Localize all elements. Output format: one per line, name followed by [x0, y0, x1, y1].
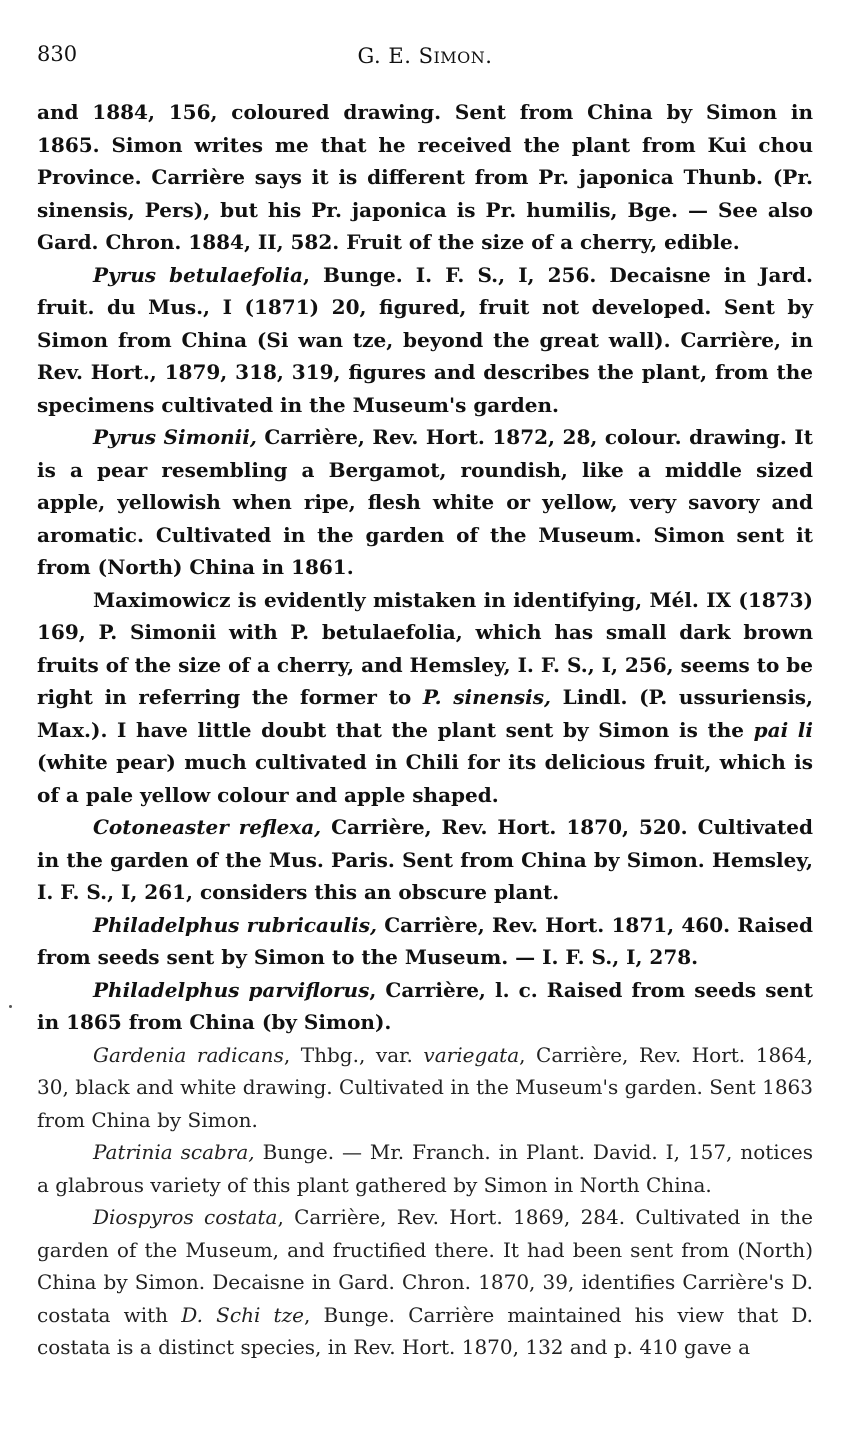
variety-name: variegata [423, 1042, 520, 1067]
paragraph-text: , Bunge. I. F. S., I, 256. Decaisne in Jard. fruit. du Mus., I (1871) 20, figured, fruit not developed. Sent by Simon from China (Si wan tze, beyond the great wall). Carrière, in Rev. Hort., 1879, 318, 319, figures and describes the plant, from the specimens cultivated in the Museum's garden. [37, 262, 813, 417]
page-header [37, 42, 813, 72]
paragraph-diospyros-costata [37, 1201, 813, 1364]
paragraph-text: , Carrière, Rev. Hort. 1864, 30, black and white drawing. Cultivated in the Museum's garden. Sent 1863 from China by Simon. [37, 1042, 813, 1132]
paragraph-prunus-continuation [37, 96, 813, 259]
paragraph-philadelphus-rubricaulis [37, 909, 813, 974]
species-name: Pyrus Simonii, [93, 425, 257, 449]
paragraph-text: Carrière, Rev. Hort. 1871, 460. Raised from seeds sent by Simon to the Museum. — I. F. S., I, 278. [37, 912, 813, 969]
paragraph-text: , Thbg., var. [283, 1042, 424, 1067]
paragraph-text: and 1884, 156, coloured drawing. Sent from China by Simon in 1865. Simon writes me that he received the plant from Kui chou Province. Carrière says it is different from Pr. japonica Thunb. (Pr. sinensis, Pers), but his Pr. japonica is Pr. humilis, Bge. — See also Gard. Chron. 1884, II, 582. Fruit of the size of a cherry, edible. [37, 100, 813, 254]
paragraph-text: , Carrière, l. c. Raised from seeds sent in 1865 from China (by Simon). [37, 977, 813, 1034]
running-head-author: G. E. S [357, 44, 434, 68]
species-name: Diospyros costata [93, 1205, 278, 1229]
paragraph-text: Lindl. (P. ussuriensis, Max.). I have little doubt that the plant sent by Simon is the [37, 685, 814, 742]
page-number: 830 [37, 42, 78, 66]
paragraph-pyrus-simonii [37, 421, 813, 584]
running-head-smallcaps: IMON [433, 48, 486, 67]
running-head-period: . [485, 44, 493, 68]
margin-mark [9, 1005, 12, 1008]
body-text [37, 96, 813, 1364]
species-name: Gardenia radicans [93, 1042, 284, 1067]
species-name: D. Schi tze [181, 1302, 304, 1327]
paragraph-text: , Carrière, Rev. Hort. 1869, 284. Cultivated in the garden of the Museum, and fructified there. It had been sent from (North) China by Simon. Decaisne in Gard. Chron. 1870, 39, identifies Carrière's D. costata with [37, 1205, 813, 1327]
paragraph-text: Carrière, Rev. Hort. 1872, 28, colour. drawing. It is a pear resembling a Bergamot, roundish, like a middle sized apple, yellowish when ripe, flesh white or yellow, very savory and aromatic. Cultivated in the garden of the Museum. Simon sent it from (North) China in 1861. [37, 425, 814, 579]
common-name: pai li [753, 717, 814, 742]
paragraph-maximowicz [37, 584, 813, 812]
species-name: Philadelphus rubricaulis, [93, 912, 377, 937]
species-name: P. sinensis, [422, 685, 551, 709]
paragraph-patrinia-scabra [37, 1136, 813, 1201]
species-name: Patrinia scabra, [93, 1140, 255, 1164]
paragraph-text: Carrière, Rev. Hort. 1870, 520. Cultivated in the garden of the Mus. Paris. Sent from China by Simon. Hemsley, I. F. S., I, 261, considers this an obscure plant. [37, 815, 814, 904]
species-name: Cotoneaster reflexa, [93, 815, 322, 839]
paragraph-text: (white pear) much cultivated in Chili for its delicious fruit, which is of a pale yellow colour and apple shaped. [37, 750, 813, 807]
paragraph-gardenia-radicans [37, 1039, 813, 1137]
paragraph-cotoneaster-reflexa [37, 811, 813, 909]
species-name: Pyrus betulaefolia [93, 262, 303, 287]
paragraph-text: , Bunge. Carrière maintained his view that D. costata is a distinct species, in Rev. Hort. 1870, 132 and p. 410 gave a [37, 1302, 813, 1359]
paragraph-text: Bunge. — Mr. Franch. in Plant. David. I, 157, notices a glabrous variety of this plant gathered by Simon in North China. [37, 1140, 813, 1197]
paragraph-text: Maximowicz is evidently mistaken in identifying, Mél. IX (1873) 169, P. Simonii with P. betulaefolia, which has small dark brown fruits of the size of a cherry, and Hemsley, I. F. S., I, 256, seems to be right in referring the former to [37, 587, 813, 709]
paragraph-philadelphus-parviflorus [37, 974, 813, 1039]
paragraph-pyrus-betulaefolia [37, 259, 813, 422]
running-head [37, 44, 813, 68]
species-name: Philadelphus parviflorus [93, 977, 370, 1002]
